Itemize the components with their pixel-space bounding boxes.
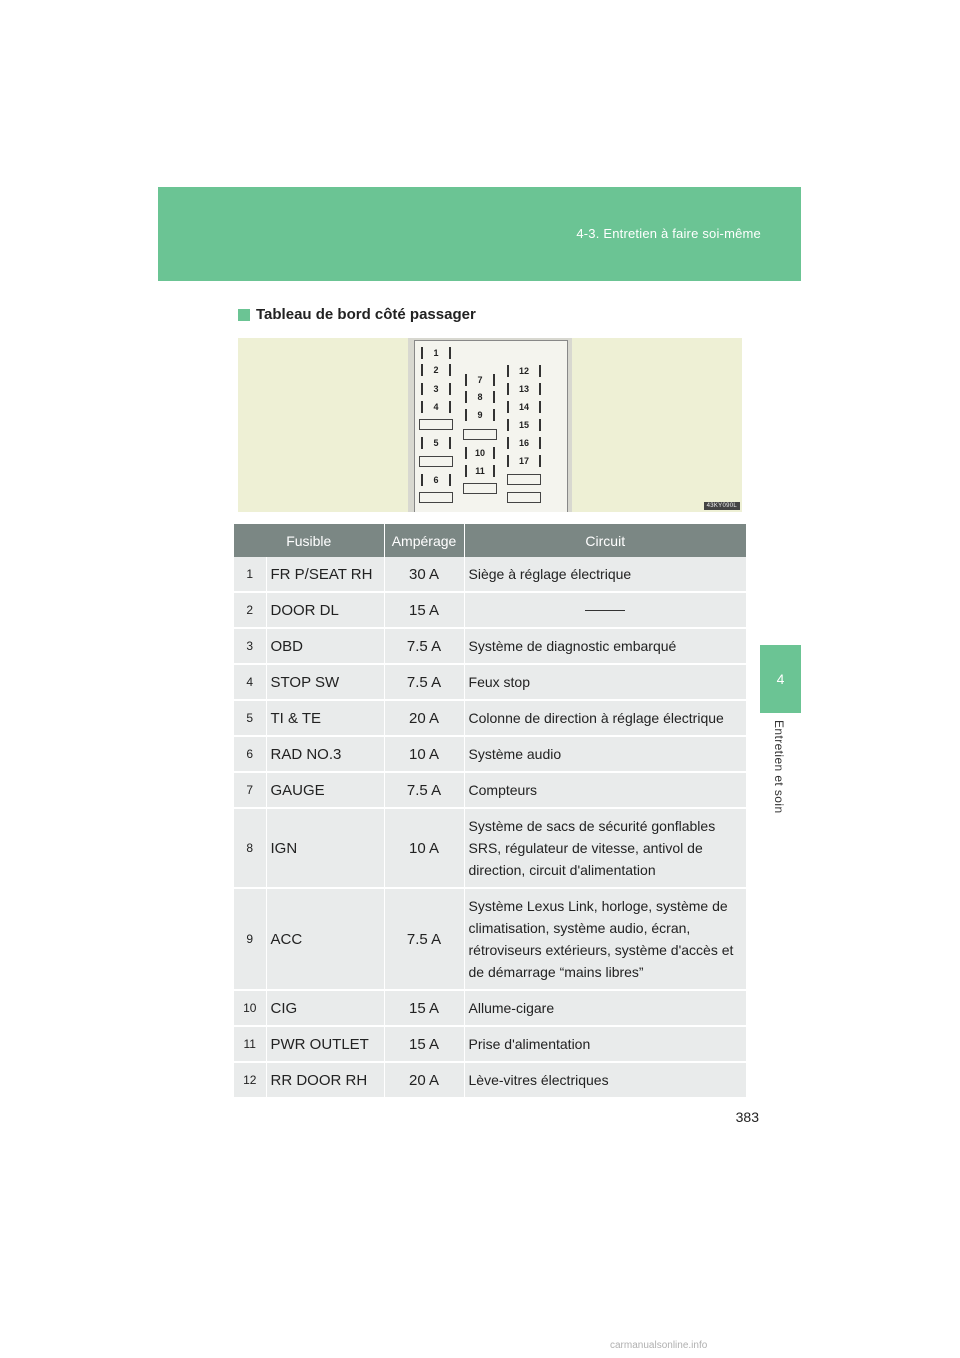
fuse-slot: 12 [507, 365, 541, 377]
table-row [234, 736, 746, 772]
fuse-circuit: Feux stop [464, 664, 746, 700]
fuse-name: CIG [266, 990, 384, 1026]
fuse-amperage: 15 A [384, 990, 464, 1026]
fuse-slot: 10 [465, 447, 495, 459]
section-heading-text: Tableau de bord côté passager [256, 306, 476, 323]
table-row [234, 888, 746, 990]
empty-fuse-slot [507, 492, 541, 503]
fuse-name: TI & TE [266, 700, 384, 736]
fuse-amperage: 20 A [384, 700, 464, 736]
fuse-amperage: 20 A [384, 1062, 464, 1098]
fuse-circuit: Siège à réglage électrique [464, 557, 746, 592]
fuse-slot: 4 [421, 401, 451, 413]
fuse-slot: 7 [465, 374, 495, 386]
empty-fuse-slot [463, 429, 497, 440]
chapter-header [158, 187, 801, 281]
empty-fuse-slot [507, 474, 541, 485]
fuse-slot: 17 [507, 455, 541, 467]
fuse-name: GAUGE [266, 772, 384, 808]
fuse-name: IGN [266, 808, 384, 888]
fuse-amperage: 30 A [384, 557, 464, 592]
table-row [234, 1026, 746, 1062]
fuse-amperage: 15 A [384, 1026, 464, 1062]
table-row [234, 772, 746, 808]
fuse-slot: 11 [465, 465, 495, 477]
section-heading [238, 306, 476, 323]
fuse-circuit: Système Lexus Link, horloge, système de climatisation, système audio, écran, rétroviseurs extérieurs, système d'accès et de démarrage “mains libres” [464, 888, 746, 990]
empty-fuse-slot [419, 419, 453, 430]
fuse-number: 6 [234, 736, 266, 772]
table-row [234, 808, 746, 888]
fuse-name: DOOR DL [266, 592, 384, 628]
fuse-amperage: 15 A [384, 592, 464, 628]
empty-fuse-slot [419, 492, 453, 503]
fuse-slot: 3 [421, 383, 451, 395]
fuse-slot: 9 [465, 409, 495, 421]
fuse-name: RAD NO.3 [266, 736, 384, 772]
square-bullet-icon [238, 309, 250, 321]
fuse-number: 8 [234, 808, 266, 888]
fuse-amperage: 7.5 A [384, 772, 464, 808]
fuse-number: 10 [234, 990, 266, 1026]
fuse-slot: 13 [507, 383, 541, 395]
fuse-table [234, 524, 746, 1099]
table-row [234, 700, 746, 736]
dash-line [585, 610, 625, 611]
fuse-circuit: Colonne de direction à réglage électrique [464, 700, 746, 736]
fuse-number: 4 [234, 664, 266, 700]
fuse-box-diagram [238, 338, 742, 512]
fuse-number: 3 [234, 628, 266, 664]
diagram-code: 43KY090L [704, 502, 740, 510]
fuse-circuit: Système de sacs de sécurité gonflables SRS, régulateur de vitesse, antivol de direction, circuit d'alimentation [464, 808, 746, 888]
table-row [234, 664, 746, 700]
table-row [234, 1062, 746, 1098]
table-row [234, 628, 746, 664]
fuse-circuit: Compteurs [464, 772, 746, 808]
fuse-number: 11 [234, 1026, 266, 1062]
fuse-slot: 16 [507, 437, 541, 449]
page-number: 383 [735, 1109, 759, 1125]
column-header-circuit: Circuit [464, 524, 746, 557]
fuse-slot: 8 [465, 391, 495, 403]
table-row [234, 592, 746, 628]
fuse-amperage: 7.5 A [384, 628, 464, 664]
fuse-amperage: 10 A [384, 736, 464, 772]
column-header-fuse: Fusible [234, 524, 384, 557]
fuse-number: 1 [234, 557, 266, 592]
fuse-number: 7 [234, 772, 266, 808]
fuse-number: 9 [234, 888, 266, 990]
fuse-circuit: Prise d'alimentation [464, 1026, 746, 1062]
fuse-panel [414, 340, 568, 512]
chapter-section-title: 4-3. Entretien à faire soi-même [576, 226, 761, 241]
fuse-circuit: Système audio [464, 736, 746, 772]
table-row [234, 557, 746, 592]
chapter-tab-label: Entretien et soin [772, 720, 786, 814]
fuse-slot: 15 [507, 419, 541, 431]
footer-watermark[interactable]: carmanualsonline.info [610, 1340, 708, 1351]
fuse-name: RR DOOR RH [266, 1062, 384, 1098]
fuse-number: 12 [234, 1062, 266, 1098]
fuse-circuit: Lève-vitres électriques [464, 1062, 746, 1098]
fuse-name: FR P/SEAT RH [266, 557, 384, 592]
fuse-name: ACC [266, 888, 384, 990]
fuse-slot: 1 [421, 347, 451, 359]
fuse-number: 5 [234, 700, 266, 736]
fuse-circuit-empty [464, 592, 746, 628]
fuse-slot: 14 [507, 401, 541, 413]
fuse-amperage: 7.5 A [384, 664, 464, 700]
fuse-circuit: Allume-cigare [464, 990, 746, 1026]
table-row [234, 990, 746, 1026]
fuse-name: OBD [266, 628, 384, 664]
fuse-slot: 2 [421, 364, 451, 376]
empty-fuse-slot [419, 456, 453, 467]
column-header-amperage: Ampérage [384, 524, 464, 557]
fuse-amperage: 10 A [384, 808, 464, 888]
fuse-amperage: 7.5 A [384, 888, 464, 990]
fuse-slot: 5 [421, 437, 451, 449]
table-header-row [234, 524, 746, 557]
fuse-name: STOP SW [266, 664, 384, 700]
fuse-slot: 6 [421, 474, 451, 486]
chapter-tab-number: 4 [760, 645, 801, 713]
empty-fuse-slot [463, 483, 497, 494]
fuse-name: PWR OUTLET [266, 1026, 384, 1062]
fuse-circuit: Système de diagnostic embarqué [464, 628, 746, 664]
fuse-number: 2 [234, 592, 266, 628]
